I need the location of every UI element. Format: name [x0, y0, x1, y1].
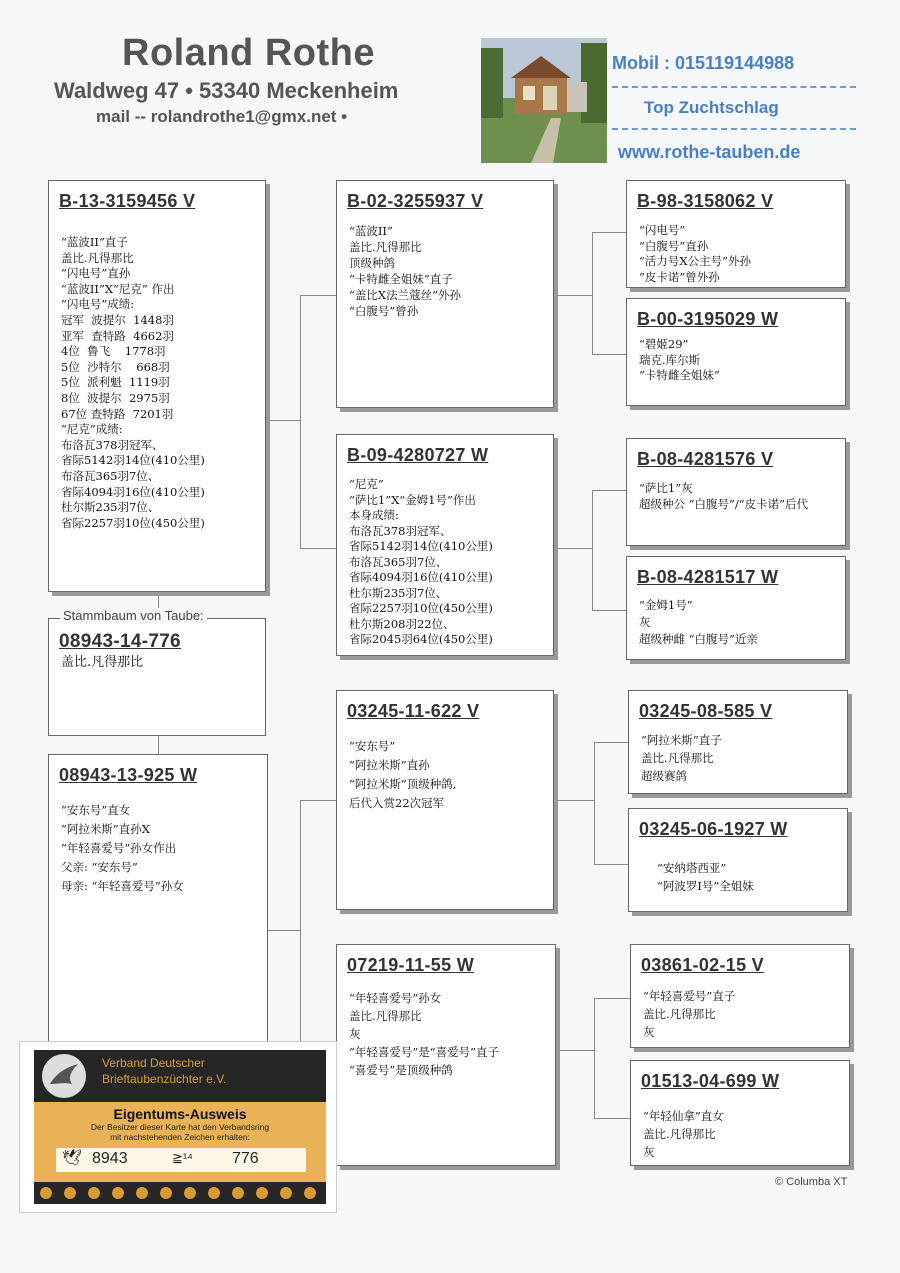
breeder-name: Roland Rothe [122, 32, 375, 74]
pedigree-text: “碧姬29” 瑞克.库尔斯 “卡特雌全姐妹” [639, 337, 720, 382]
dashed-divider [612, 86, 856, 88]
pedigree-box-father [48, 180, 266, 592]
dove-logo-icon [42, 1054, 86, 1098]
connector-line [594, 742, 628, 743]
pedigree-box-ggp-3 [626, 438, 846, 546]
connector-line [592, 232, 593, 354]
ownership-card [20, 1042, 336, 1212]
ring-number: B-08-4281517 W [637, 567, 779, 587]
copyright: © Columba XT [775, 1176, 848, 1188]
connector-line [592, 490, 593, 610]
ring-part-3: 776 [232, 1150, 259, 1167]
ring-number: B-02-3255937 V [347, 191, 484, 211]
pedigree-text: “尼克” “萨比1”X“金姆1号”作出 本身成绩: 布洛瓦378羽冠军、 省际5142羽14位(410公里) 布洛瓦365羽7位、 省际4094羽16位(410公里) 杜尔斯235羽7位、 省际2257羽10位(450公里) 杜尔斯208羽22位、 省际2045羽64位(450公里) [349, 477, 493, 646]
connector-line [268, 420, 300, 421]
loft-slogan: Top Zuchtschlag [644, 98, 779, 117]
breeder-address: Waldweg 47 • 53340 Meckenheim [54, 78, 399, 103]
pedigree-text: “萨比1”灰 超级种公 “白腹号”/“皮卡诺”后代 [639, 481, 809, 511]
pedigree-box-granddam-maternal [336, 944, 556, 1166]
connector-line [592, 610, 626, 611]
pedigree-text: “安东号” “阿拉米斯”直孙 “阿拉米斯”顶级种鸽, 后代入赏22次冠军 [349, 739, 457, 810]
pedigree-text: “年轻喜爱号”孙女 盖比.凡得那比 灰 “年轻喜爱号”是“喜爱号”直子 “喜爱号”是顶级种鸽 [349, 991, 500, 1077]
house-photo [481, 38, 607, 163]
ring-number: 03245-06-1927 W [639, 819, 788, 839]
pedigree-box-granddam-paternal [336, 434, 554, 656]
connector-line [556, 800, 594, 801]
ring-number: 03245-11-622 V [347, 701, 480, 721]
pedigree-text: “安纳塔西亚” “阿波罗I号”全姐妹 [657, 861, 754, 893]
card-description [34, 1122, 326, 1142]
ring-number: B-13-3159456 V [59, 191, 196, 211]
pedigree-text: “蓝波II”直子 盖比.凡得那比 “闪电号”直孙 “蓝波II”X“尼克” 作出 “闪电号”成绩: 冠军 波提尔 1448羽 亚军 查特路 4662羽 4位 鲁飞 1778羽 5位 沙特尔 668羽 5位 派利魁 1119羽 8位 波提尔 2975羽 67位 查特路 7201羽 “尼克”成绩: 布洛瓦378羽冠军、 省际5142羽14位(410公里) 布洛瓦365羽7位、 省际4094羽16位(410公里) 杜尔斯235羽7位、 省际2257羽10位(450公里) [61, 235, 205, 530]
connector-line [592, 232, 626, 233]
connector-line [594, 742, 595, 864]
pedigree-box-ggp-5 [628, 690, 848, 794]
ring-part-2: ≧¹⁴ [172, 1150, 193, 1165]
ring-number: B-98-3158062 V [637, 191, 774, 211]
connector-line [300, 800, 301, 1050]
pedigree-text: “阿拉米斯”直子 盖比.凡得那比 超级赛鸽 [641, 733, 722, 783]
card-org-line2: Brieftaubenzüchter e.V. [102, 1072, 227, 1086]
ring-number: 01513-04-699 W [641, 1071, 780, 1091]
pedigree-box-ggp-6 [628, 808, 848, 912]
pigeon-icon: 🕊 [62, 1148, 83, 1167]
ring-number: B-08-4281576 V [637, 449, 774, 469]
pedigree-text: “安东号”直女 “阿拉米斯”直孙X “年轻喜爱号”孙女作出 父亲: “安东号” 母亲: “年轻喜爱号”孙女 [61, 803, 184, 893]
pedigree-text: “金姆1号” 灰 超级种雌 “白腹号”近亲 [639, 598, 758, 646]
card-desc-line2: mit nachstehenden Zeichen erhalten: [110, 1132, 250, 1142]
pedigree-box-subject [48, 618, 266, 736]
ring-number: B-00-3195029 W [637, 309, 779, 329]
pedigree-box-grandsire-paternal [336, 180, 554, 408]
card-footer-pattern [34, 1182, 326, 1204]
card-desc-line1: Der Besitzer dieser Karte hat den Verbandsring [90, 1122, 270, 1132]
connector-line [594, 998, 595, 1118]
breeder-email: mail -- rolandrothe1@gmx.net • [96, 107, 348, 126]
connector-line [594, 1118, 630, 1119]
connector-line [300, 295, 336, 296]
ring-part-1: 8943 [92, 1150, 128, 1167]
connector-line [268, 930, 300, 931]
connector-line [300, 548, 336, 549]
connector-line [592, 490, 626, 491]
connector-line [594, 998, 630, 999]
connector-line [556, 1050, 594, 1051]
card-org-line1: Verband Deutscher [102, 1056, 205, 1070]
connector-line [300, 800, 336, 801]
connector-line [556, 548, 592, 549]
subject-ring-number: 08943-14-776 [59, 631, 181, 652]
ring-number: 08943-13-925 W [59, 765, 198, 785]
ring-number: 03245-08-585 V [639, 701, 773, 721]
pedigree-box-ggp-2 [626, 298, 846, 406]
website-link[interactable]: www.rothe-tauben.de [618, 142, 801, 162]
pedigree-box-ggp-4 [626, 556, 846, 660]
connector-line [594, 864, 628, 865]
ring-number: B-09-4280727 W [347, 445, 489, 465]
connector-line [592, 354, 626, 355]
ring-number: 07219-11-55 W [347, 955, 474, 975]
pedigree-text: “蓝波II” 盖比.凡得那比 顶级种鸽 “卡特雌全姐妹”直子 “盖比X法兰蔻丝”外孙 “白腹号”曾孙 [349, 224, 461, 318]
pedigree-text: “闪电号” “白腹号”直孙 “活力号X公主号”外孙 “皮卡诺”曾外孙 [639, 223, 751, 284]
pedigree-text: “年轻喜爱号”直子 盖比.凡得那比 灰 [643, 989, 736, 1039]
pedigree-box-ggp-1 [626, 180, 846, 288]
ring-number: 03861-02-15 V [641, 955, 764, 975]
pedigree-box-grandsire-maternal [336, 690, 554, 910]
connector-line [300, 295, 301, 548]
pedigree-box-ggp-8 [630, 1060, 850, 1166]
pedigree-box-mother [48, 754, 268, 1044]
pedigree-box-ggp-7 [630, 944, 850, 1048]
dashed-divider [612, 128, 856, 130]
connector-line [158, 736, 159, 754]
pedigree-label: Stammbaum von Taube: [60, 608, 207, 623]
mobile-number: Mobil : 015119144988 [612, 53, 795, 73]
card-title: Eigentums-Ausweis [113, 1106, 247, 1122]
pedigree-text: 盖比.凡得那比 [61, 655, 144, 670]
pedigree-text: “年轻仙拿”直女 盖比.凡得那比 灰 [643, 1109, 724, 1159]
connector-line [556, 295, 592, 296]
